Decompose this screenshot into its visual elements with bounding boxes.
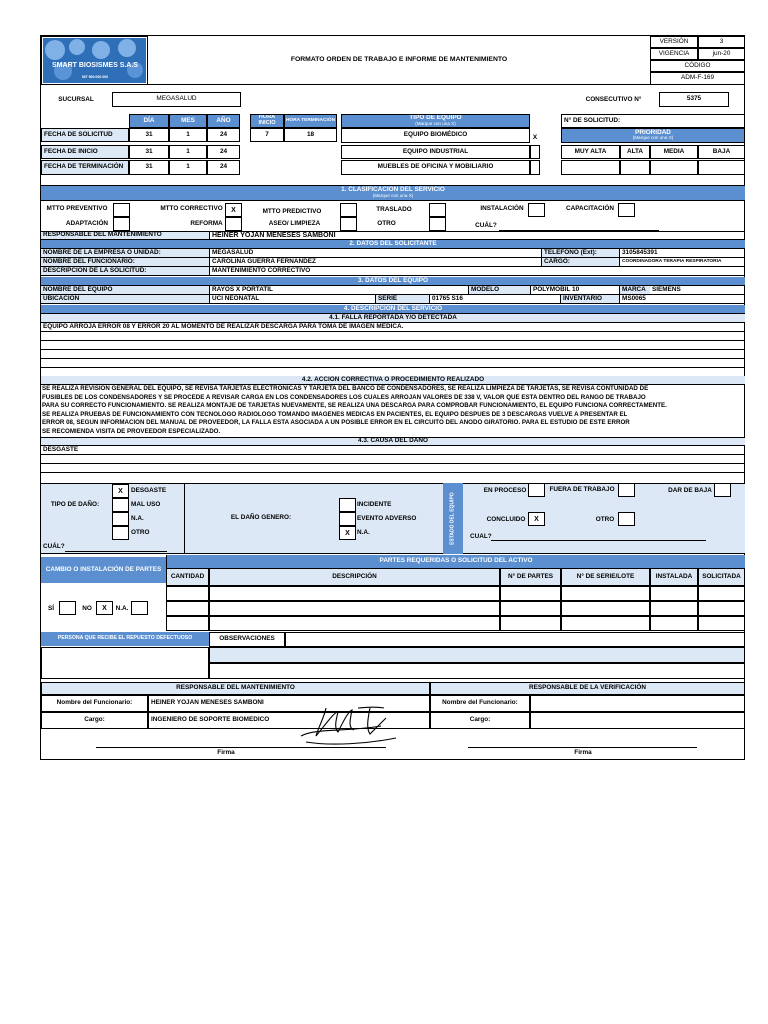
- otro-label: OTRO: [377, 219, 396, 227]
- desgaste-label: DESGASTE: [131, 486, 167, 494]
- partes-cell[interactable]: [698, 601, 745, 616]
- responsable-value[interactable]: HEINER YOJAN MENESES SAMBONI: [209, 231, 745, 240]
- persona-repuesto-label: PERSONA QUE RECIBE EL REPUESTO DEFECTUOSO: [41, 632, 209, 646]
- dia-header: DÍA: [129, 114, 169, 128]
- partes-cell[interactable]: [650, 586, 698, 601]
- muebles-box[interactable]: [530, 160, 540, 175]
- s1-sub: (Marque con una X): [372, 192, 414, 198]
- industrial-box[interactable]: [530, 145, 540, 159]
- col-solicitada: SOLICITADA: [698, 568, 745, 586]
- fi-dia[interactable]: 31: [129, 145, 169, 159]
- telefono-label: TELEFONO (Ext):: [541, 249, 619, 258]
- preventivo-label: MTTO PREVENTIVO: [46, 204, 108, 212]
- fecha-inicio-label: FECHA DE INICIO: [41, 145, 129, 159]
- marca-label: MARCA: [619, 286, 650, 295]
- fecha-terminacion-label: FECHA DE TERMINACIÓN: [41, 160, 129, 175]
- responsable-label: RESPONSABLE DEL MANTENIMIENTO: [41, 231, 209, 240]
- na-box[interactable]: [112, 512, 129, 526]
- predictivo-label: MTTO PREDICTIVO: [262, 207, 322, 215]
- cual-estado-line[interactable]: [491, 540, 706, 541]
- na-partes-box[interactable]: [131, 601, 148, 615]
- partes-cell[interactable]: [500, 601, 561, 616]
- prioridad-baja[interactable]: BAJA: [698, 145, 745, 159]
- empresa-label: NOMBRE DE LA EMPRESA O UNIDAD:: [41, 249, 209, 258]
- hora-inicio-header: HORA INICIO: [250, 114, 284, 128]
- version-label: VERSIÓN: [650, 36, 698, 48]
- dano-genero-label: EL DAÑO GENERO:: [230, 513, 292, 521]
- hora-terminacion[interactable]: 18: [284, 128, 337, 142]
- accion-text[interactable]: [41, 385, 745, 437]
- mal-uso-box[interactable]: [112, 498, 129, 512]
- codigo-value: ADM-F-169: [650, 72, 745, 85]
- tipo-dano-label: TIPO DE DAÑO:: [50, 500, 100, 508]
- falla-row-5[interactable]: [41, 359, 745, 368]
- si-box[interactable]: [59, 601, 76, 615]
- prioridad-media[interactable]: MEDIA: [650, 145, 698, 159]
- observaciones-row-2[interactable]: [209, 647, 745, 663]
- observaciones-label: OBSERVACIONES: [209, 632, 285, 647]
- otro-box[interactable]: [429, 217, 446, 231]
- n-solicitud-label: N° DE SOLICITUD:: [561, 114, 745, 128]
- partes-cell[interactable]: [209, 601, 500, 616]
- descripcion-label: DESCRIPCIÓN DE LA SOLICITUD:: [41, 267, 209, 276]
- resp-ver-header: RESPONSABLE DE LA VERIFICACIÓN: [430, 682, 745, 695]
- consecutivo-label: CONSECUTIVO N°: [585, 95, 642, 103]
- falla-header: 4.1. FALLA REPORTADA Y/O DETECTADA: [41, 314, 745, 323]
- company-logo: [43, 38, 146, 83]
- logo-subtext: NIT 900.000.000: [81, 75, 109, 79]
- capacitacion-label: CAPACITACIÓN: [565, 204, 615, 212]
- form-title: FORMATO ORDEN DE TRABAJO E INFORME DE MANTENIMIENTO: [148, 36, 650, 85]
- persona-repuesto-field[interactable]: [41, 647, 209, 679]
- fuera-label: FUERA DE TRABAJO: [549, 485, 615, 493]
- mes-header: MES: [169, 114, 207, 128]
- serie-label: SERIE: [375, 295, 429, 304]
- evento-label: EVENTO ADVERSO: [357, 514, 417, 522]
- sucursal-label: SUCURSAL: [58, 95, 94, 103]
- sucursal-field[interactable]: MEGASALUD: [112, 92, 241, 107]
- prioridad-muy-alta[interactable]: MUY ALTA: [561, 145, 620, 159]
- accion-line: SE RECOMIENDA VISITA DE PROVEEDOR ESPECIALIZADO.: [42, 428, 221, 435]
- fi-anio[interactable]: 24: [207, 145, 240, 159]
- baja-box[interactable]: [698, 160, 745, 175]
- genero-na-box[interactable]: X: [339, 526, 356, 540]
- fs-anio[interactable]: 24: [207, 128, 240, 142]
- logo-cell: [41, 36, 148, 85]
- genero-na-label: N.A.: [357, 528, 370, 536]
- funcionario-value[interactable]: CAROLINA GUERRA FERNANDEZ: [209, 258, 541, 267]
- s3-header: 3. DATOS DEL EQUIPO: [41, 277, 745, 286]
- fecha-solicitud-label: FECHA DE SOLICITUD: [41, 128, 129, 142]
- nombre-func-value-2[interactable]: [530, 695, 745, 712]
- vigencia-value: jun-20: [698, 48, 745, 60]
- causa-text[interactable]: DESGASTE: [41, 446, 745, 455]
- adaptacion-label: ADAPTACIÓN: [65, 219, 109, 227]
- cargo-func-value[interactable]: INGENIERO DE SOPORTE BIOMEDICO: [148, 712, 430, 729]
- hora-terminacion-header: HORA TERMINACIÓN: [284, 114, 337, 128]
- prioridad-header: [561, 128, 745, 143]
- partes-cell[interactable]: [209, 616, 500, 631]
- cambio-partes-label: CAMBIO O INSTALACIÓN DE PARTES: [41, 557, 166, 583]
- falla-row-4[interactable]: [41, 350, 745, 359]
- logo-text: SMART BIOSISMES S.A.S: [52, 62, 138, 69]
- col-descripcion: DESCRIPCIÓN: [209, 568, 500, 586]
- nombre-func-label-2: Nombre del Funcionario:: [430, 695, 530, 712]
- concluido-label: CONCLUIDO: [486, 515, 526, 523]
- partes-cell[interactable]: [561, 616, 650, 631]
- accion-line: PARA SU CORRECTO FUNCIONAMIENTO. SE REALIZA MONTAJE DE TARJETAS NUEVAMENTE, SE REALIZA UNA DESCARGA PARA COMPROBAR FUNCIONAMIENTO, EL EQUIPO FUNCIONA CORRECTAMENTE.: [42, 402, 667, 410]
- muy-alta-box[interactable]: [561, 160, 620, 175]
- hora-inicio[interactable]: 7: [250, 128, 284, 142]
- na-label: N.A.: [131, 514, 144, 522]
- biomedico-mark[interactable]: X: [532, 133, 538, 141]
- en-proceso-box[interactable]: [528, 483, 545, 497]
- equipo-value[interactable]: RAYOS X PORTATIL: [209, 286, 468, 295]
- prioridad-sub: (Marque con una X): [632, 135, 674, 141]
- anio-header: AÑO: [207, 114, 240, 128]
- traslado-box[interactable]: [429, 203, 446, 217]
- partes-cell[interactable]: [650, 616, 698, 631]
- observaciones-row-1[interactable]: [285, 632, 745, 647]
- cargo-func-value-2[interactable]: [530, 712, 745, 729]
- predictivo-box[interactable]: [340, 203, 357, 217]
- reforma-label: REFORMA: [190, 219, 223, 227]
- cargo-label: CARGO:: [541, 258, 619, 267]
- col-serie-lote: N° DE SERIE/LOTE: [561, 568, 650, 586]
- media-box[interactable]: [650, 160, 698, 175]
- equipo-industrial: EQUIPO INDUSTRIAL: [341, 145, 530, 159]
- funcionario-label: NOMBRE DEL FUNCIONARIO:: [41, 258, 209, 267]
- falla-text[interactable]: EQUIPO ARROJA ERROR 08 Y ERROR 20 AL MOMENTO DE REALIZAR DESCARGA PARA TOMA DE IMAGEN MEDICA.: [41, 323, 745, 332]
- partes-cell[interactable]: [561, 601, 650, 616]
- partes-cell[interactable]: [500, 616, 561, 631]
- prioridad-title: PRIORIDAD: [635, 128, 671, 136]
- causa-header: 4.3. CAUSA DEL DAÑO: [41, 437, 745, 446]
- dano-divider: [184, 483, 185, 554]
- ubicacion-label: UBICACIÓN: [41, 295, 209, 304]
- partes-cell[interactable]: [650, 601, 698, 616]
- consecutivo-field[interactable]: 5375: [659, 92, 729, 107]
- fs-mes[interactable]: 1: [169, 128, 207, 142]
- equipo-biomedico: EQUIPO BIOMÉDICO: [341, 128, 530, 143]
- ft-anio[interactable]: 24: [207, 160, 240, 175]
- no-box[interactable]: X: [96, 601, 113, 615]
- incidente-label: INCIDENTE: [357, 500, 392, 508]
- partes-cell[interactable]: [166, 586, 209, 601]
- si-label: SÍ: [47, 604, 55, 612]
- cargo-func-label-2: Cargo:: [430, 712, 530, 729]
- instalacion-box[interactable]: [528, 203, 545, 217]
- correctivo-box[interactable]: X: [225, 203, 242, 217]
- causa-row-2[interactable]: [41, 455, 745, 464]
- ft-mes[interactable]: 1: [169, 160, 207, 175]
- firma-label-2: Firma: [574, 749, 592, 757]
- falla-row-3[interactable]: [41, 341, 745, 350]
- otro-estado-label: OTRO: [595, 515, 615, 523]
- partes-cell[interactable]: [698, 586, 745, 601]
- partes-cell[interactable]: [698, 616, 745, 631]
- traslado-label: TRASLADO: [376, 205, 412, 213]
- cargo-value[interactable]: COORDINADORA TERAPIA RESPIRATORIA: [619, 258, 745, 267]
- resp-mant-header: RESPONSABLE DEL MANTENIMIENTO: [41, 682, 430, 695]
- aseo-label: ASEO/ LIMPIEZA: [268, 219, 321, 227]
- accion-line: SE REALIZA REVISION GENERAL DEL EQUIPO, SE REVISA TARJETAS ELECTRONICAS Y TARJETA DEL BANCO DE CONDENSADORES, SE REALIZA LIMPIEZA DE TARJETAS, SE REVISA CONTUNIDAD DE: [42, 385, 649, 392]
- s2-header: 2. DATOS DEL SOLICITANTE: [41, 240, 745, 249]
- estado-equipo-bar: [443, 483, 463, 554]
- descripcion-value[interactable]: MANTENIMIENTO CORRECTIVO: [209, 267, 745, 276]
- col-instalada: INSTALADA: [650, 568, 698, 586]
- accion-line: SE REALIZA PRUEBAS DE FUNCIONAMIENTO CON TECNOLOGO RADIOLOGO TOMANDO IMAGENES MEDICAS EN PACIENTES, EL EQUIPO DESPUES DE 3 DESCARGAS VUELVE A PRESENTAR EL: [42, 410, 628, 418]
- fuera-box[interactable]: [618, 483, 635, 497]
- prioridad-alta[interactable]: ALTA: [620, 145, 650, 159]
- signature-image: [286, 698, 406, 748]
- partes-cell[interactable]: [166, 601, 209, 616]
- ft-dia[interactable]: 31: [129, 160, 169, 175]
- cual-label: CUÁL?: [475, 221, 497, 229]
- col-n-partes: N° DE PARTES: [500, 568, 561, 586]
- modelo-label: MODELO: [468, 286, 530, 295]
- partes-cell[interactable]: [166, 616, 209, 631]
- na-partes-label: N.A.: [115, 604, 129, 612]
- partes-header: PARTES REQUERIDAS O SOLICITUD DEL ACTIVO: [166, 555, 745, 568]
- preventivo-box[interactable]: [113, 203, 130, 217]
- no-label: NO: [82, 604, 92, 612]
- en-proceso-label: EN PROCESO: [483, 486, 527, 494]
- causa-row-3[interactable]: [41, 464, 745, 473]
- cargo-func-label: Cargo:: [41, 712, 148, 729]
- s1-header: [41, 185, 745, 201]
- empresa-value[interactable]: MEGASALUD: [209, 249, 541, 258]
- version-value: 3: [698, 36, 745, 48]
- cual-estado-label: CUAL?: [470, 532, 492, 540]
- serie-value[interactable]: 01765 S16: [429, 295, 560, 304]
- adaptacion-box[interactable]: [113, 217, 130, 231]
- tipo-equipo-title: TIPO DE EQUIPO: [409, 114, 462, 122]
- s1-title: 1. CLASIFICACION DEL SERVICIO: [341, 186, 445, 194]
- tipo-equipo-sub: (Marque con una X): [415, 120, 456, 126]
- ubicacion-value[interactable]: UCI NEONATAL: [209, 295, 375, 304]
- nombre-func-value[interactable]: HEINER YOJAN MENESES SAMBONI: [148, 695, 430, 712]
- correctivo-label: MTTO CORRECTIVO: [160, 204, 223, 212]
- reforma-box[interactable]: [225, 217, 242, 231]
- col-cantidad: CANTIDAD: [166, 568, 209, 586]
- baja-label: DAR DE BAJA: [668, 486, 712, 494]
- partes-cell[interactable]: [209, 586, 500, 601]
- otro-dano-label: OTRO: [131, 528, 150, 536]
- accion-line: ERROR 08, SEGUN INFORMACIÓN DEL MANUAL DE PROVEEDOR, LA FALLA ESTA ASOCIADA A UN POSIBLE ERROR EN EL CIRCUITO DEL ANODO GIRATORIO. PARA EL ESTUDIO DE ESTE ERROR: [42, 419, 630, 427]
- telefono-value[interactable]: 3105845391: [619, 249, 745, 258]
- aseo-box[interactable]: [340, 217, 357, 231]
- vigencia-label: VIGENCIA: [650, 48, 698, 60]
- nombre-func-label: Nombre del Funcionario:: [41, 695, 148, 712]
- cual-dano-label: CUÁL?: [43, 542, 65, 550]
- modelo-value[interactable]: POLYMOBIL 10: [530, 286, 619, 295]
- otro-dano-box[interactable]: [112, 526, 129, 540]
- observaciones-row-3[interactable]: [209, 663, 745, 679]
- marca-value[interactable]: SIEMENS: [650, 286, 745, 295]
- cual-dano-line[interactable]: [65, 551, 167, 552]
- falla-row-2[interactable]: [41, 332, 745, 341]
- accion-header: 4.2. ACCIÓN CORRECTIVA O PROCEDIMIENTO REALIZADO: [41, 376, 745, 385]
- accion-line: FUSIBLES DE LOS CONDENSADORES Y SE PROCEDE A REVISAR CARGA EN LOS CONDENSADORES LOS CUALES ARROJAN VALORES DE 338 V, VALOR QUE ESTA DENTRO DEL RANGO DE TRABAJO: [42, 393, 646, 401]
- muebles-oficina: MUEBLES DE OFICINA Y MOBILIARIO: [341, 160, 530, 175]
- concluido-box[interactable]: X: [528, 512, 545, 526]
- inventario-value[interactable]: MS0065: [619, 295, 745, 304]
- evento-box[interactable]: [339, 512, 356, 526]
- instalacion-label: INSTALACIÓN: [480, 204, 524, 212]
- firma-line[interactable]: [96, 747, 386, 748]
- s4-header: 4. DESCRIPCIÓN DEL SERVICIO: [41, 305, 745, 314]
- partes-cell[interactable]: [561, 586, 650, 601]
- estado-equipo-label: ESTADO DEL EQUIPO: [449, 492, 456, 545]
- tipo-equipo-header: [341, 114, 530, 128]
- capacitacion-box[interactable]: [618, 203, 635, 217]
- baja-box-estado[interactable]: [714, 483, 731, 497]
- firma-line-2[interactable]: [468, 747, 697, 748]
- otro-estado-box[interactable]: [618, 512, 635, 526]
- alta-box[interactable]: [620, 160, 650, 175]
- inventario-label: INVENTARIO: [560, 295, 619, 304]
- codigo-label: CÓDIGO: [650, 60, 745, 72]
- incidente-box[interactable]: [339, 498, 356, 512]
- fs-dia[interactable]: 31: [129, 128, 169, 142]
- desgaste-box[interactable]: X: [112, 484, 129, 498]
- firma-label: Firma: [217, 749, 235, 757]
- equipo-label: NOMBRE DEL EQUIPO: [41, 286, 209, 295]
- mal-uso-label: MAL USO: [131, 500, 161, 508]
- maintenance-form: [40, 35, 745, 760]
- partes-cell[interactable]: [500, 586, 561, 601]
- fi-mes[interactable]: 1: [169, 145, 207, 159]
